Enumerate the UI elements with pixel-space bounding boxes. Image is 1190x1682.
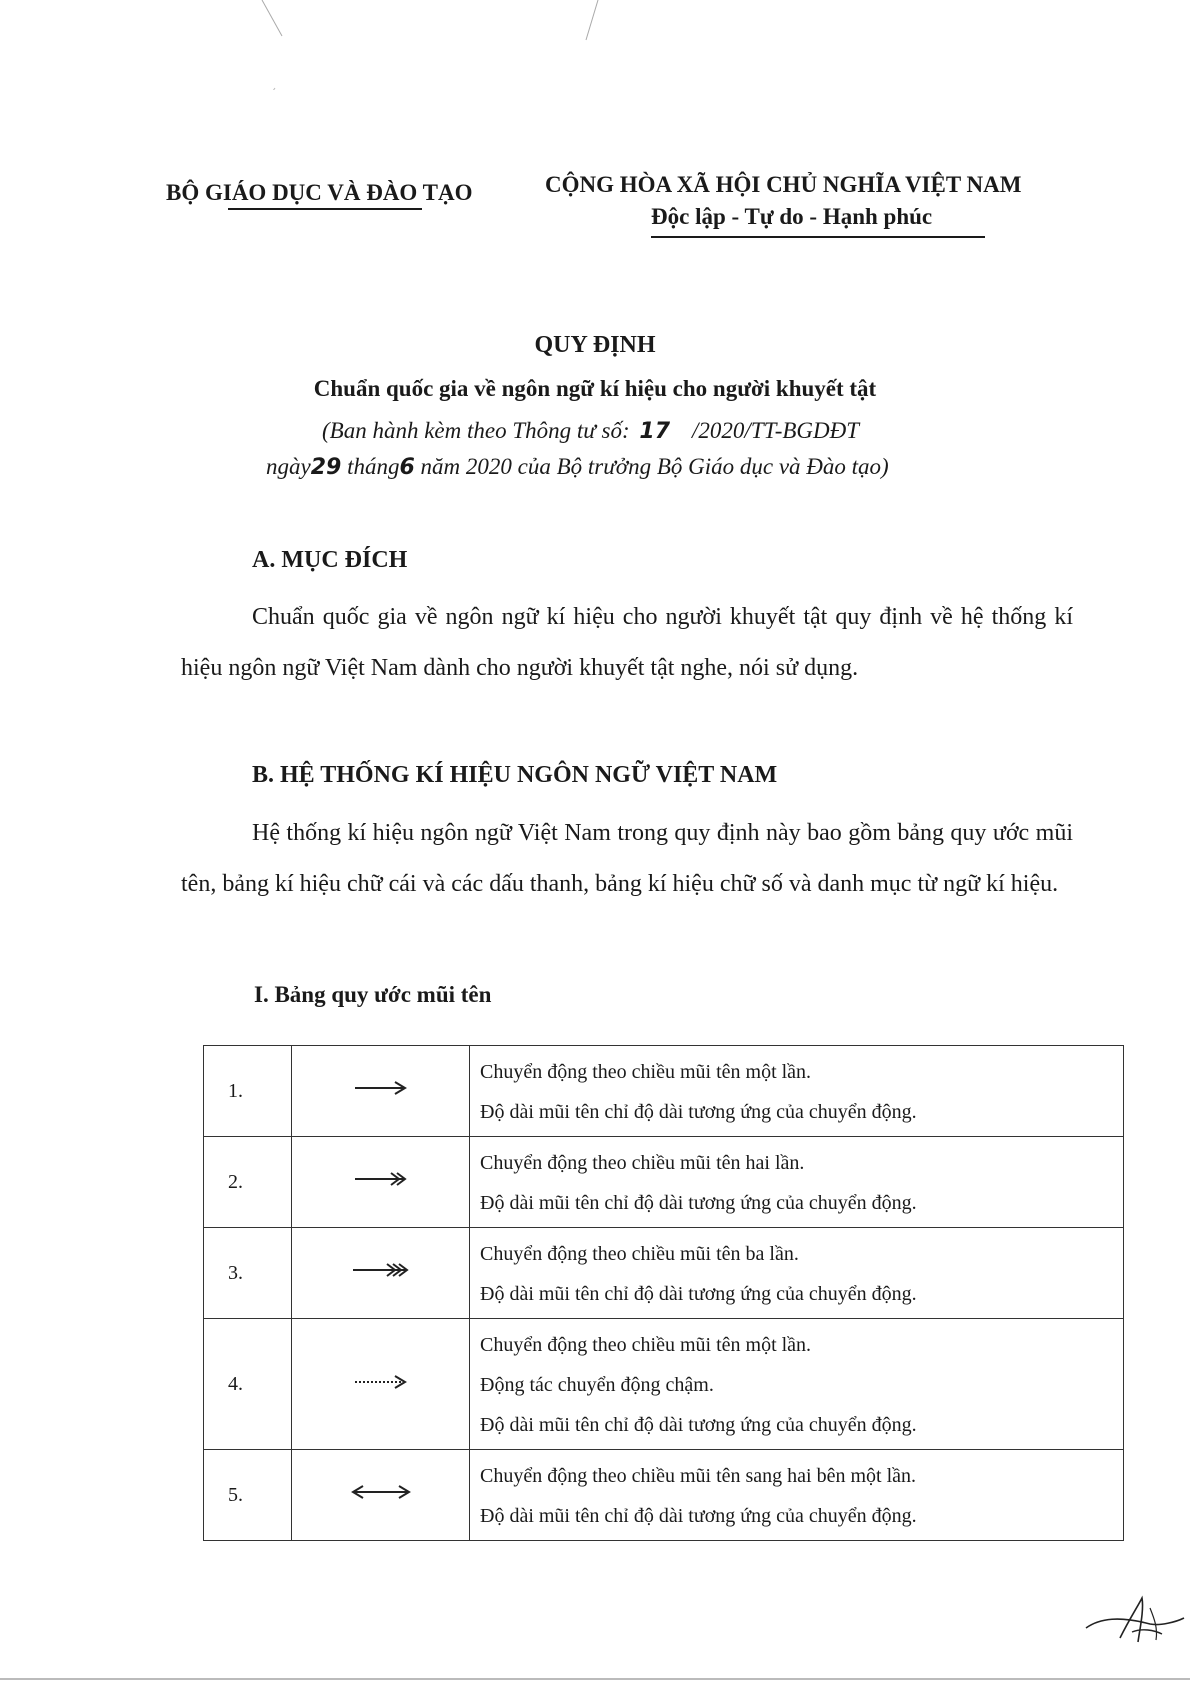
row-number: 5. — [204, 1450, 292, 1541]
single-arrow-icon — [292, 1046, 470, 1137]
triple-head-arrow-icon — [292, 1228, 470, 1319]
table-row — [204, 1228, 1124, 1319]
ministry-name: BỘ GIÁO DỤC VÀ ĐÀO TẠO — [166, 180, 473, 205]
double-head-arrow-icon — [292, 1137, 470, 1228]
document-subtitle: Chuẩn quốc gia về ngôn ngữ kí hiệu cho người khuyết tật — [313, 376, 877, 401]
motto-underline — [651, 236, 985, 238]
description-line: Chuyển động theo chiều mũi tên ba lần. — [480, 1243, 799, 1265]
bidirectional-arrow-icon — [292, 1450, 470, 1541]
table-row — [204, 1046, 1124, 1137]
description-line: Độ dài mũi tên chỉ độ dài tương ứng của chuyển động. — [480, 1192, 917, 1214]
row-number: 2. — [204, 1137, 292, 1228]
description-line: Độ dài mũi tên chỉ độ dài tương ứng của chuyển động. — [480, 1101, 917, 1123]
row-number: 4. — [204, 1319, 292, 1450]
issuance-text: (Ban hành kèm theo Thông tư số: — [322, 418, 630, 443]
circular-code: /2020/TT-BGDĐT — [692, 418, 860, 443]
date-text-day: ngày — [266, 454, 311, 479]
description-line: Chuyển động theo chiều mũi tên hai lần. — [480, 1152, 805, 1174]
description-line: Động tác chuyển động chậm. — [480, 1374, 714, 1396]
scan-mark — [0, 0, 1190, 90]
document-title: QUY ĐỊNH — [534, 332, 656, 358]
issue-day: 29 — [310, 455, 342, 480]
row-description — [470, 1319, 1124, 1450]
description-line: Độ dài mũi tên chỉ độ dài tương ứng của chuyển động. — [480, 1414, 917, 1436]
description-line: Chuyển động theo chiều mũi tên một lần. — [480, 1334, 812, 1356]
row-description — [470, 1137, 1124, 1228]
description-line: Độ dài mũi tên chỉ độ dài tương ứng của chuyển động. — [480, 1505, 917, 1527]
section-b-body: Hệ thống kí hiệu ngôn ngữ Việt Nam trong quy định này bao gồm bảng quy ước mũi tên, bảng kí hiệu chữ cái và các dấu thanh, bảng kí hiệu chữ số và danh mục từ ngữ kí hiệu. — [181, 820, 1073, 897]
row-number: 1. — [204, 1046, 292, 1137]
row-description — [470, 1450, 1124, 1541]
arrow-convention-table — [203, 1045, 1124, 1541]
table-row — [204, 1319, 1124, 1450]
table-row — [204, 1450, 1124, 1541]
row-description — [470, 1228, 1124, 1319]
date-text-year: năm 2020 của Bộ trưởng Bộ Giáo dục và Đào tạo) — [420, 454, 889, 479]
issuance-line — [322, 418, 859, 444]
scan-edge — [0, 1678, 1190, 1680]
description-line: Chuyển động theo chiều mũi tên một lần. — [480, 1061, 812, 1083]
date-text-month: tháng — [347, 454, 400, 479]
table-row — [204, 1137, 1124, 1228]
ministry-underline — [228, 208, 422, 210]
row-description — [470, 1046, 1124, 1137]
national-motto: Độc lập - Tự do - Hạnh phúc — [651, 204, 933, 229]
section-a-heading: A. MỤC ĐÍCH — [252, 547, 408, 573]
initial-signature-mark — [1080, 1588, 1188, 1648]
dotted-arrow-icon — [292, 1319, 470, 1450]
arrow-table-heading: I. Bảng quy ước mũi tên — [254, 982, 492, 1007]
issue-month: 6 — [399, 455, 415, 480]
section-a-body: Chuẩn quốc gia về ngôn ngữ kí hiệu cho người khuyết tật quy định về hệ thống kí hiệu ngôn ngữ Việt Nam dành cho người khuyết tật nghe, nói sử dụng. — [181, 604, 1073, 681]
circular-number: 17 — [639, 419, 671, 444]
republic-name: CỘNG HÒA XÃ HỘI CHỦ NGHĨA VIỆT NAM — [545, 172, 1022, 197]
row-number: 3. — [204, 1228, 292, 1319]
description-line: Độ dài mũi tên chỉ độ dài tương ứng của chuyển động. — [480, 1283, 917, 1305]
description-line: Chuyển động theo chiều mũi tên sang hai bên một lần. — [480, 1465, 917, 1487]
section-b-heading: B. HỆ THỐNG KÍ HIỆU NGÔN NGỮ VIỆT NAM — [252, 762, 778, 788]
issuance-date-line — [266, 454, 889, 480]
